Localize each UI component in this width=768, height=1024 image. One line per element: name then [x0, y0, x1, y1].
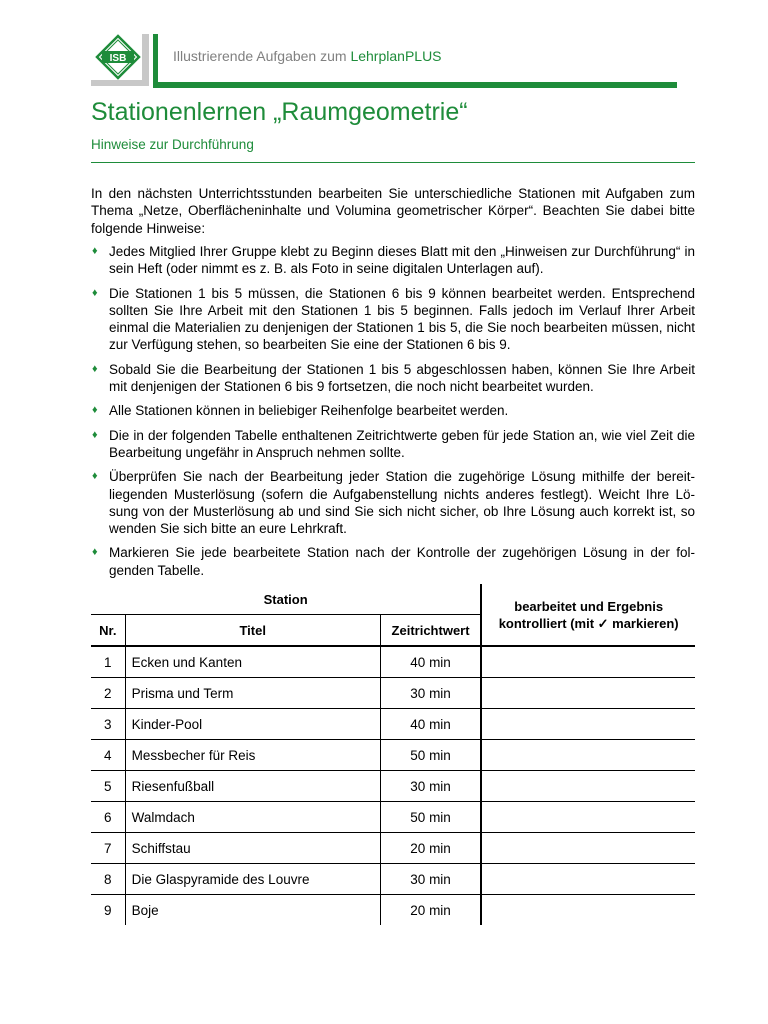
- row-time: 30 min: [380, 864, 481, 895]
- hint-item: [91, 285, 695, 354]
- table-row: [91, 678, 695, 709]
- title-divider: [91, 162, 695, 163]
- hint-item: [91, 468, 695, 537]
- logo-text: ISB: [109, 53, 127, 64]
- diamond-bullet-icon: ♦: [92, 470, 98, 483]
- diamond-bullet-icon: ♦: [92, 428, 98, 441]
- page-title: Stationenlernen „Raumgeometrie“: [91, 98, 468, 126]
- header-caption: [173, 48, 442, 64]
- intro-paragraph: In den nächsten Unterrichtsstunden bearbeiten Sie unterschiedliche Stationen mit Aufgaben zum Thema „Netze, Oberflächeninhalte und Volumina geometrischer Körper“. Beachten Sie dabei bitte folgende Hinweise:: [91, 186, 695, 236]
- hint-text: Markieren Sie jede bearbeitete Station nach der Kontrolle der zugehörigen Lösung in der fol-genden Tabelle.: [109, 545, 695, 578]
- hint-item: [91, 544, 695, 579]
- row-nr: 5: [91, 771, 125, 802]
- row-title: Schiffstau: [125, 833, 380, 864]
- isb-logo: [91, 34, 149, 86]
- row-time: 40 min: [380, 709, 481, 740]
- page-subtitle: Hinweise zur Durchführung: [91, 137, 254, 152]
- header-caption-prefix: Illustrierende Aufgaben zum: [173, 48, 351, 64]
- row-title: Kinder-Pool: [125, 709, 380, 740]
- row-time: 30 min: [380, 771, 481, 802]
- diamond-bullet-icon: ♦: [92, 286, 98, 299]
- row-title: Boje: [125, 895, 380, 926]
- col-header-nr: Nr.: [91, 615, 125, 647]
- hint-item: [91, 243, 695, 278]
- row-title: Riesenfußball: [125, 771, 380, 802]
- row-nr: 9: [91, 895, 125, 926]
- hint-item: [91, 361, 695, 396]
- hint-text: Überprüfen Sie nach der Bearbeitung jeder Station die zugehörige Lösung mithilfe der bereit-liegenden Musterlösung (sofern die Aufgabenstellung nichts anderes festlegt). Weicht Ihre Lö-sung von der Musterlösung ab und sind Sie sich nicht sicher, ob Ihre Lösung auch korrekt ist, so wenden Sie sich bitte an eure Lehrkraft.: [109, 469, 695, 537]
- diamond-bullet-icon: ♦: [92, 245, 98, 257]
- row-nr: 3: [91, 709, 125, 740]
- hint-item: [91, 402, 695, 419]
- table-row: [91, 709, 695, 740]
- table-row: [91, 802, 695, 833]
- row-title: Messbecher für Reis: [125, 740, 380, 771]
- hints-list: [91, 243, 695, 586]
- row-done-checkbox-cell[interactable]: [481, 864, 695, 895]
- row-done-checkbox-cell[interactable]: [481, 740, 695, 771]
- row-nr: 4: [91, 740, 125, 771]
- hint-text: Alle Stationen können in beliebiger Reihenfolge bearbeitet werden.: [109, 403, 509, 419]
- station-header: Station: [91, 584, 481, 615]
- row-title: Prisma und Term: [125, 678, 380, 709]
- table-row: [91, 833, 695, 864]
- diamond-bullet-icon: ♦: [92, 404, 98, 417]
- hint-text: Sobald Sie die Bearbeitung der Stationen 1 bis 5 abgeschlossen haben, können Sie Ihre Arbeit mit denjenigen der Stationen 6 bis 9 fortsetzen, die noch nicht bearbeitet wurden.: [109, 361, 695, 395]
- logo-bar-vertical: [142, 34, 149, 86]
- row-done-checkbox-cell[interactable]: [481, 895, 695, 926]
- stations-table: [91, 584, 695, 925]
- row-done-checkbox-cell[interactable]: [481, 678, 695, 709]
- diamond-bullet-icon: ♦: [92, 546, 98, 559]
- hint-text: Die Stationen 1 bis 5 müssen, die Stationen 6 bis 9 können bearbeitet werden. Entsprechend sollten Sie Ihre Arbeit mit den Stationen 1 bis 5 beginnen. Falls jedoch im Verlauf Ihrer Arbeit einmal die Materialien zu denjenigen der Stationen 1 bis 5, die Sie noch bearbeiten müssen, nicht zur Verfügung stehen, so bearbeiten Sie eine der Stationen 6 bis 9.: [109, 285, 695, 353]
- row-title: Ecken und Kanten: [125, 646, 380, 678]
- page-header: [91, 34, 677, 89]
- table-row: [91, 771, 695, 802]
- row-time: 20 min: [380, 833, 481, 864]
- row-nr: 7: [91, 833, 125, 864]
- logo-bar-horizontal: [91, 80, 149, 86]
- row-time: 40 min: [380, 646, 481, 678]
- row-nr: 8: [91, 864, 125, 895]
- hint-text: Jedes Mitglied Ihrer Gruppe klebt zu Beginn dieses Blatt mit den „Hinweisen zur Durchführung“ in sein Heft (oder nimmt es z. B. als Foto in seine digitalen Unterlagen auf).: [109, 244, 695, 277]
- table-row: [91, 740, 695, 771]
- table-header-row-1: [91, 584, 695, 615]
- col-header-title: Titel: [125, 615, 380, 647]
- row-time: 50 min: [380, 802, 481, 833]
- row-nr: 6: [91, 802, 125, 833]
- row-time: 20 min: [380, 895, 481, 926]
- hint-text: Die in der folgenden Tabelle enthaltenen Zeitrichtwerte geben für jede Station an, wie viel Zeit die Bearbeitung ungefähr in Anspruch nehmen sollte.: [109, 427, 695, 460]
- table-row: [91, 646, 695, 678]
- header-green-bar-vertical: [153, 34, 158, 88]
- row-done-checkbox-cell[interactable]: [481, 771, 695, 802]
- row-title: Walmdach: [125, 802, 380, 833]
- table-row: [91, 864, 695, 895]
- row-done-checkbox-cell[interactable]: [481, 833, 695, 864]
- header-green-bar-horizontal: [153, 82, 677, 88]
- row-done-checkbox-cell[interactable]: [481, 646, 695, 678]
- col-header-time: Zeitrichtwert: [380, 615, 481, 647]
- diamond-bullet-icon: ♦: [92, 362, 98, 375]
- row-nr: 1: [91, 646, 125, 678]
- row-done-checkbox-cell[interactable]: [481, 709, 695, 740]
- row-time: 30 min: [380, 678, 481, 709]
- row-time: 50 min: [380, 740, 481, 771]
- table-body: [91, 646, 695, 925]
- done-header: bearbeitet und Ergebnis kontrolliert (mit ✓ markieren): [481, 584, 695, 646]
- table-row: [91, 895, 695, 926]
- row-done-checkbox-cell[interactable]: [481, 802, 695, 833]
- row-nr: 2: [91, 678, 125, 709]
- row-title: Die Glaspyramide des Louvre: [125, 864, 380, 895]
- hint-item: [91, 427, 695, 462]
- header-caption-accent: LehrplanPLUS: [350, 48, 442, 64]
